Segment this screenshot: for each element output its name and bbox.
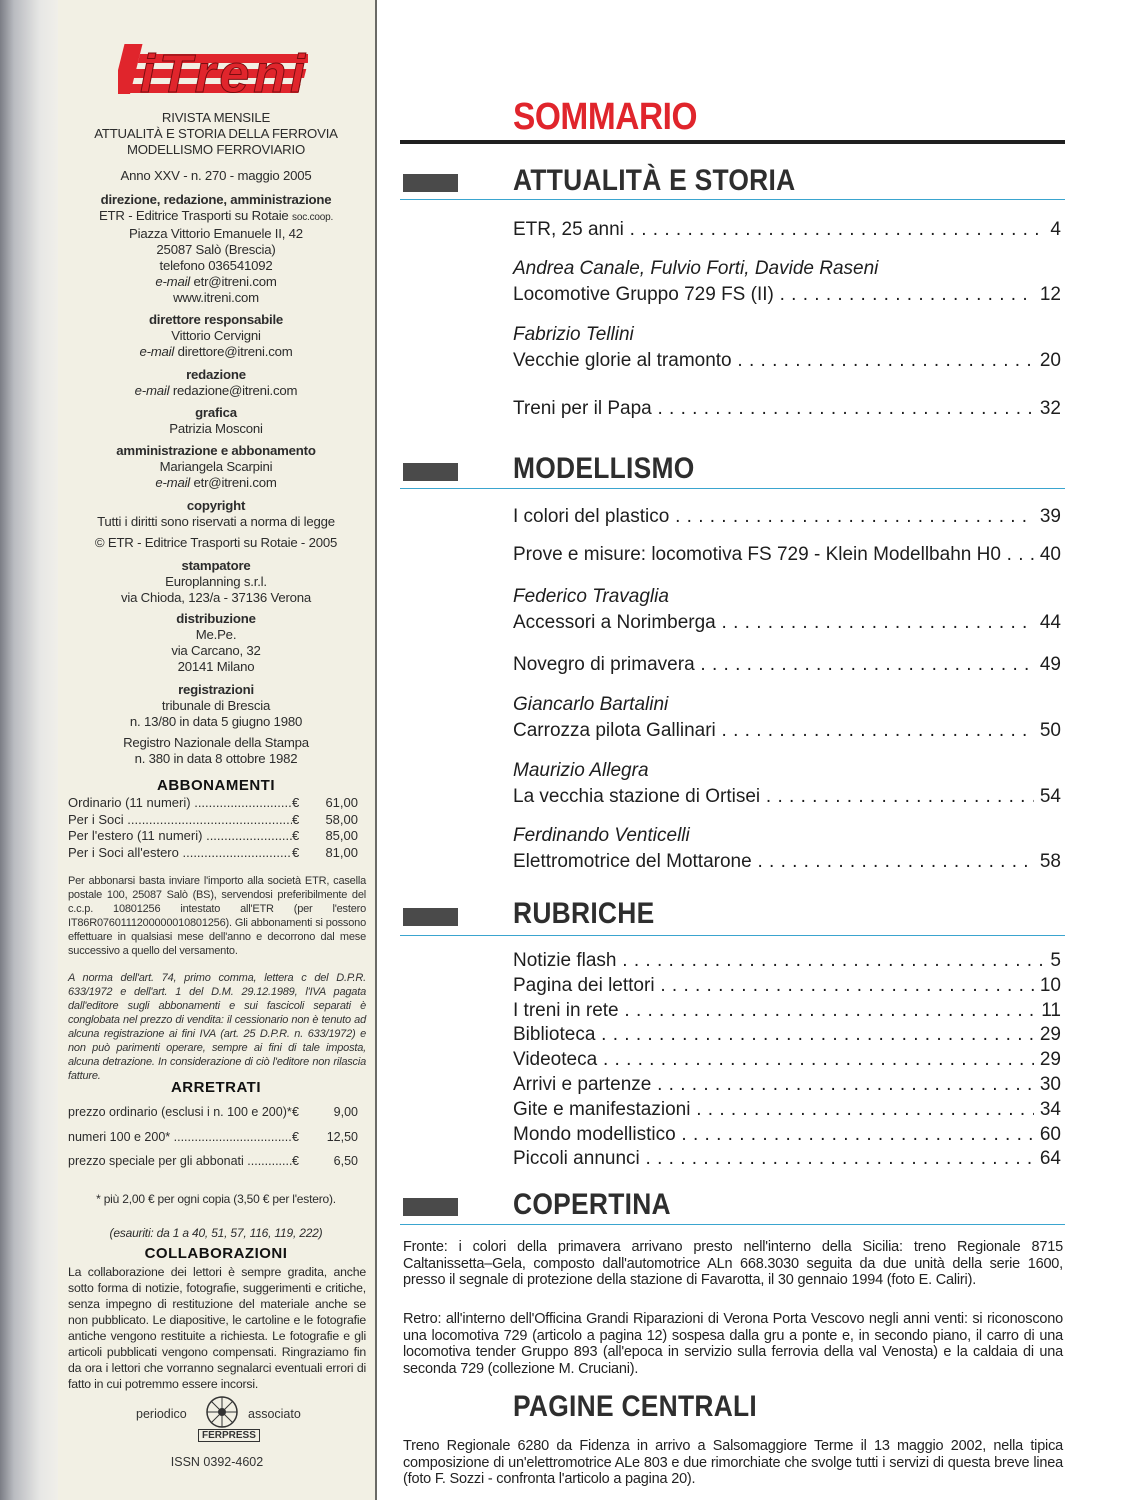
price-row <box>68 1149 358 1174</box>
pagine-centrali-text: Treno Regionale 6280 da Fidenza in arrivo a Salsomaggiore Terme il 13 maggio 2002, nella tipica composizione di un'elettromotrice ALe 803 e due rimorchiate che svolge tutti i servizi di questa breve linea (foto F. Sozzi - confronta l'articolo a pagina 20). <box>403 1438 1063 1487</box>
toc-entry[interactable] <box>513 1048 1061 1073</box>
price-value: 61,00 <box>325 795 358 810</box>
toc-entry[interactable] <box>513 1147 1061 1172</box>
toc-entry-page: 20 <box>1039 350 1061 371</box>
toc-entry-page: 5 <box>1050 950 1061 971</box>
publisher-website: www.itreni.com <box>173 290 259 305</box>
toc-entry-page: 29 <box>1039 1049 1061 1071</box>
redazione-block <box>66 367 366 399</box>
toc-entry[interactable] <box>513 1023 1061 1048</box>
publisher-block <box>66 192 366 306</box>
toc-entry-page: 40 <box>1039 544 1061 565</box>
toc-entry-title: Mondo modellistico . . . <box>513 1123 1034 1148</box>
publisher-city: 25087 Salò (Brescia) <box>156 242 276 257</box>
price-label: Per i Soci ..... <box>68 812 292 829</box>
section-rule <box>400 1224 1065 1225</box>
price-label: prezzo ordinario (esclusi i n. 100 e 200)* ..... <box>68 1100 292 1125</box>
copyright-owner: © ETR - Editrice Trasporti su Rotaie - 2005 <box>94 535 338 550</box>
iva-note: A norma dell'art. 74, primo comma, lettera c del D.P.R. 633/1972 e dell'art. 1 del D.M. 29.12.1989, l'IVA pagata dall'editore sugli abbonamenti e sui fascicoli separati è conglobata nel prezzo di vendita: il cessionario non è tenuto ad alcuna registrazione ai fini IVA (art. 25 D.P.R. n. 633/1972) e non può parimenti operare, sempre ai fini di tale imposta, alcuna detrazione. In considerazione di ciò l'editore non rilascia fatture. <box>68 972 366 1082</box>
registrazioni-court: tribunale di Brescia <box>161 698 271 713</box>
toc-entry-title: Novegro di primavera . . . <box>513 653 1034 677</box>
associato-label: associato <box>248 1407 301 1421</box>
stampatore-label: stampatore <box>181 558 251 573</box>
masthead-sidebar <box>58 0 377 1500</box>
publisher-email: etr@itreni.com <box>193 274 277 289</box>
section-marker <box>403 1198 458 1216</box>
registrazioni-label: registrazioni <box>178 682 254 697</box>
amministrazione-name: Mariangela Scarpini <box>159 459 273 474</box>
toc-entry-title: I colori del plastico . . . <box>513 505 1034 529</box>
toc-entry-page: 34 <box>1039 1098 1061 1120</box>
amministrazione-block <box>66 443 366 491</box>
toc-entry[interactable] <box>513 505 1061 529</box>
periodico-label: periodico <box>136 1407 187 1421</box>
arretrati-footnote: * più 2,00 € per ogni copia (3,50 € per l'estero). <box>96 1192 336 1206</box>
toc-entry-title: Treni per il Papa . . . <box>513 397 1034 421</box>
toc-entry-author: Giancarlo Bartalini <box>513 694 669 715</box>
direzione-label: direzione, redazione, amministrazione <box>100 192 332 207</box>
toc-entry-page: 11 <box>1041 999 1061 1021</box>
toc-entry-title: Gite e manifestazioni . . . <box>513 1098 1034 1123</box>
direttore-email: direttore@itreni.com <box>177 344 293 359</box>
price-row <box>68 795 358 812</box>
registrazioni-number: n. 13/80 in data 5 giugno 1980 <box>129 714 303 729</box>
section-rule <box>400 199 1065 200</box>
toc-entry-title: Notizie flash . . . <box>513 949 1044 974</box>
registro-stampa: Registro Nazionale della Stampa <box>123 735 309 750</box>
masthead-tagline <box>66 110 366 158</box>
toc-entry[interactable] <box>513 1098 1061 1123</box>
publisher-address: Piazza Vittorio Emanuele II, 42 <box>129 226 303 241</box>
amministrazione-label: amministrazione e abbonamento <box>116 443 316 458</box>
toc-entry[interactable] <box>513 323 1061 373</box>
copertina-fronte-text: Fronte: i colori della primavera arrivano presto nell'interno della Sicilia: treno Regionale 8715 Caltanissetta–Gela, composto dall'automotrice ALn 668.3030 seguita da due unità della serie 1600, presso il segnale di protezione della stazione di Favarotta, il 30 gennaio 1994 (foto E. Caliri). <box>403 1239 1063 1288</box>
price-label: Per i Soci all'estero ..... <box>68 845 292 862</box>
ferpress-label: FERPRESS <box>198 1429 260 1442</box>
toc-entry[interactable] <box>513 1073 1061 1098</box>
section-title-rubriche: RUBRICHE <box>513 897 655 930</box>
price-row <box>68 828 358 845</box>
tagline-line: ATTUALITÀ E STORIA DELLA FERROVIA <box>94 126 338 141</box>
abbonamenti-heading: ABBONAMENTI <box>157 777 275 794</box>
section-marker <box>403 463 458 481</box>
sommario-title: SOMMARIO <box>513 96 698 138</box>
toc-entry-author: Ferdinando Venticelli <box>513 825 690 846</box>
price-value: 6,50 <box>333 1154 358 1168</box>
toc-entry-page: 12 <box>1039 284 1061 305</box>
arretrati-heading: ARRETRATI <box>170 1079 262 1096</box>
copyright-rights: Tutti i diritti sono riservati a norma di legge <box>97 514 335 529</box>
toc-entry-page: 30 <box>1039 1073 1061 1095</box>
price-row <box>68 1125 358 1150</box>
toc-entry-author: Maurizio Allegra <box>513 760 649 781</box>
section-rule <box>400 488 1065 489</box>
email-label: e-mail <box>134 383 170 398</box>
price-currency: € <box>292 1105 299 1119</box>
toc-entry-title: Videoteca . . . <box>513 1048 1034 1073</box>
registro-number: n. 380 in data 8 ottobre 1982 <box>134 751 298 766</box>
abbonamenti-price-list <box>68 795 358 861</box>
price-label: Ordinario (11 numeri) ..... <box>68 795 292 812</box>
collaborazioni-heading: COLLABORAZIONI <box>144 1245 288 1262</box>
toc-entry[interactable] <box>513 824 1061 874</box>
toc-entry-page: 4 <box>1050 219 1061 240</box>
arretrati-esauriti: (esauriti: da 1 a 40, 51, 57, 116, 119, 222) <box>109 1226 323 1240</box>
redazione-label: redazione <box>186 367 246 382</box>
toc-entry-author: Andrea Canale, Fulvio Forti, Davide Raseni <box>513 258 879 279</box>
toc-entry[interactable] <box>513 257 1061 307</box>
toc-entry[interactable] <box>513 585 1061 635</box>
distribuzione-label: distribuzione <box>176 611 256 626</box>
arretrati-price-list <box>68 1100 358 1174</box>
price-currency: € <box>292 795 300 810</box>
registrazioni-block <box>66 682 366 767</box>
toc-entry[interactable] <box>513 218 1061 242</box>
toc-entry-title: Prove e misure: locomotiva FS 729 - Klein Modellbahn H0 . . . <box>513 543 1034 567</box>
toc-entry[interactable] <box>513 653 1061 677</box>
direttore-name: Vittorio Cervigni <box>171 328 261 343</box>
stampatore-name: Europlanning s.r.l. <box>165 574 267 589</box>
associazione-footer <box>68 1395 366 1440</box>
grafica-label: grafica <box>195 405 237 420</box>
title-rule <box>400 140 1065 144</box>
tagline-line: MODELLISMO FERROVIARIO <box>126 142 306 157</box>
ferpress-wheel-icon <box>201 1395 243 1429</box>
price-value: 9,00 <box>333 1105 358 1119</box>
toc-entry-page: 50 <box>1039 720 1061 741</box>
distribuzione-city: 20141 Milano <box>177 659 255 674</box>
section-title-copertina: COPERTINA <box>513 1188 671 1221</box>
toc-entry-title: Vecchie glorie al tramonto . . . <box>513 349 1034 373</box>
abbonamenti-instructions: Per abbonarsi basta inviare l'importo alla società ETR, casella postale 100, 25087 Salò (BS), servendosi preferibilmente del c.c.p. 10801256 intestato all'ETR (per l'estero IT86R0760111200000010801256). Gli abbonamenti si possono effettuare in qualsiasi mese dell'anno e decorrono dal mese successivo a quello del versamento. <box>68 875 366 957</box>
price-row <box>68 1100 358 1125</box>
toc-entry-title: I treni in rete . . . <box>513 999 1035 1024</box>
distribuzione-name: Me.Pe. <box>195 627 237 642</box>
issue-number: Anno XXV - n. 270 - maggio 2005 <box>120 168 312 183</box>
price-row <box>68 812 358 829</box>
toc-entry-title: Locomotive Gruppo 729 FS (II) . . . <box>513 283 1034 307</box>
price-currency: € <box>292 844 300 860</box>
section-marker <box>403 908 458 926</box>
price-value: 81,00 <box>325 844 358 860</box>
publisher-suffix: soc.coop. <box>292 212 334 223</box>
toc-entry-title: ETR, 25 anni . . . <box>513 218 1044 242</box>
toc-entry-title: La vecchia stazione di Ortisei . . . <box>513 785 1034 809</box>
toc-entry-page: 44 <box>1039 612 1061 633</box>
toc-entry-title: Arrivi e partenze . . . <box>513 1073 1034 1098</box>
publisher-phone: telefono 036541092 <box>159 258 273 273</box>
price-label: numeri 100 e 200* ..... <box>68 1125 292 1150</box>
section-title-attualita: ATTUALITÀ E STORIA <box>513 164 796 197</box>
toc-entry-page: 39 <box>1039 506 1061 527</box>
price-label: prezzo speciale per gli abbonati ..... <box>68 1149 292 1174</box>
stampatore-block <box>66 558 366 606</box>
section-title-modellismo: MODELLISMO <box>513 452 695 485</box>
toc-entry-author: Fabrizio Tellini <box>513 324 634 345</box>
toc-entry[interactable] <box>513 693 1061 743</box>
publisher-name: ETR - Editrice Trasporti su Rotaie <box>98 208 289 223</box>
stampatore-address: via Chioda, 123/a - 37136 Verona <box>120 590 312 605</box>
toc-entry[interactable] <box>513 949 1061 974</box>
redazione-email: redazione@itreni.com <box>172 383 298 398</box>
toc-entry-title: Piccoli annunci . . . <box>513 1147 1034 1172</box>
section-marker <box>403 174 458 192</box>
tagline-line: RIVISTA MENSILE <box>161 110 271 125</box>
copyright-label: copyright <box>186 498 246 513</box>
toc-entry-page: 58 <box>1039 851 1061 872</box>
toc-entry-title: Elettromotrice del Mottarone . . . <box>513 850 1034 874</box>
collaborazioni-text: La collaborazione dei lettori è sempre gradita, anche sotto forma di notizie, fotografie, suggerimenti e critiche, senza impegno di restituzione del materiale anche se non pubblicato. Le diapositive, le cartoline e le fotografie antiche vengono restituite a richiesta. Le fotografie e gli articoli pubblicati vengono compensati. Ringraziamo fin da ora i lettori che vorranno segnalarci eventuali errori di fatto in cui potremmo essere incorsi. <box>68 1265 366 1391</box>
rubriche-list <box>513 949 1061 1172</box>
price-value: 85,00 <box>325 828 358 843</box>
email-label: e-mail <box>155 274 191 289</box>
toc-entry-page: 10 <box>1039 974 1061 996</box>
price-row <box>68 845 358 862</box>
toc-entry-page: 49 <box>1039 654 1061 675</box>
section-title-pagine-centrali: PAGINE CENTRALI <box>513 1390 758 1423</box>
toc-entry-title: Carrozza pilota Gallinari . . . <box>513 719 1034 743</box>
direttore-block <box>66 312 366 360</box>
grafica-block <box>66 405 366 437</box>
toc-entry[interactable] <box>513 543 1061 567</box>
toc-entry-page: 29 <box>1039 1024 1061 1046</box>
toc-entry[interactable] <box>513 999 1061 1024</box>
copyright-block <box>66 498 366 551</box>
toc-entry[interactable] <box>513 974 1061 999</box>
amministrazione-email: etr@itreni.com <box>193 475 277 490</box>
email-label: e-mail <box>155 475 191 490</box>
price-label: Per l'estero (11 numeri) ..... <box>68 828 292 845</box>
toc-entry[interactable] <box>513 759 1061 809</box>
toc-entry-author: Federico Travaglia <box>513 586 669 607</box>
price-currency: € <box>292 1154 299 1168</box>
toc-entry[interactable] <box>513 1123 1061 1148</box>
grafica-name: Patrizia Mosconi <box>169 421 263 436</box>
price-value: 58,00 <box>325 811 358 827</box>
toc-entry-page: 60 <box>1039 1123 1061 1145</box>
svg-text:iTreni: iTreni <box>140 44 305 98</box>
toc-entry-page: 64 <box>1039 1148 1061 1170</box>
toc-entry-title: Pagina dei lettori . . . <box>513 974 1034 999</box>
issue-info <box>66 168 366 184</box>
price-value: 12,50 <box>326 1129 358 1144</box>
distribuzione-block <box>66 611 366 675</box>
copertina-retro-text: Retro: all'interno dell'Officina Grandi Riparazioni di Verona Porta Vescovo negli anni venti: si riconoscono una locomotiva 729 (articolo a pagina 12) sospesa dalla gru a ponte e, in secondo piano, il carro di una locomotiva tender Gruppo 893 (all'epoca in servizio sulla ferrovia della val Venosta) e la caldaia di una seconda 729 (collezione M. Cruciani). <box>403 1311 1063 1377</box>
itreni-logo <box>118 38 308 98</box>
distribuzione-address: via Carcano, 32 <box>171 643 261 658</box>
toc-entry-title: Accessori a Norimberga . . . <box>513 611 1034 635</box>
toc-entry-page: 54 <box>1039 786 1061 807</box>
toc-entry-page: 32 <box>1039 398 1061 419</box>
email-label: e-mail <box>139 344 175 359</box>
binding-gutter <box>0 0 58 1500</box>
price-currency: € <box>292 1129 299 1144</box>
section-rule <box>400 935 1065 936</box>
direttore-label: direttore responsabile <box>148 312 284 327</box>
price-currency: € <box>292 811 300 827</box>
issn-number: ISSN 0392-4602 <box>170 1455 264 1469</box>
toc-entry-title: Biblioteca . . . <box>513 1023 1034 1048</box>
toc-entry[interactable] <box>513 397 1061 421</box>
price-currency: € <box>292 828 300 843</box>
